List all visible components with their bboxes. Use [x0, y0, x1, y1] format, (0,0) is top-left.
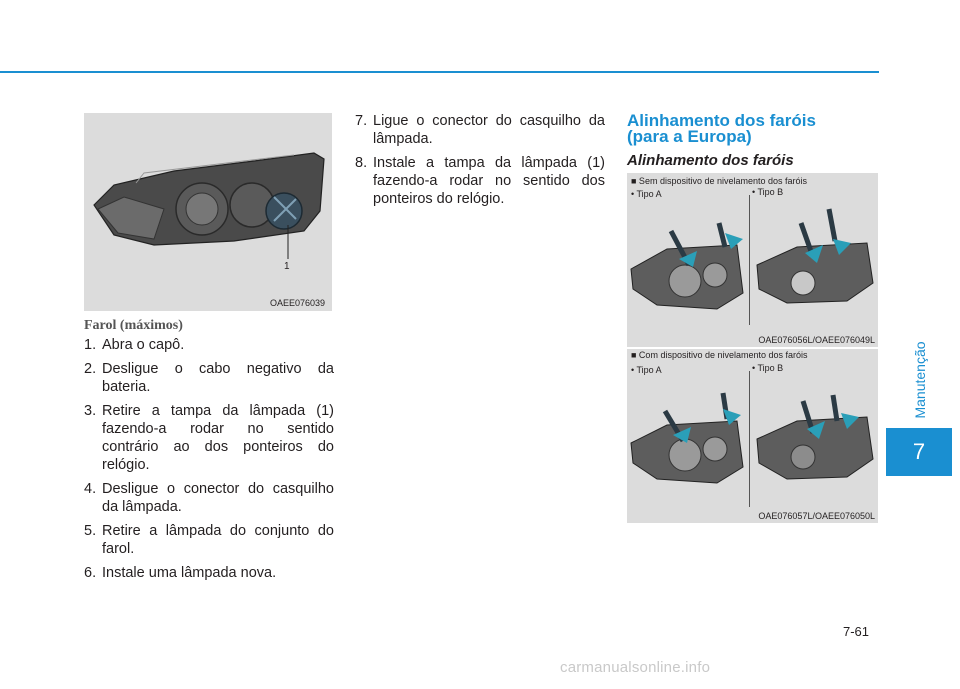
section-side-label: Manutenção	[912, 341, 928, 419]
diagram-code: OAE076057L/OAEE076050L	[758, 511, 875, 521]
list-item: 2. Desligue o cabo negativo da bateria.	[84, 361, 334, 395]
photo-code: OAEE076039	[270, 298, 326, 308]
type-b-label: • Tipo B	[752, 187, 784, 197]
page-number: 7-61	[843, 624, 870, 639]
top-rule	[0, 71, 879, 73]
diagram-without-leveling	[627, 173, 878, 347]
type-a-label: • Tipo A	[631, 365, 662, 375]
list-item: 5. Retire a lâmpada do conjunto do farol.	[84, 523, 334, 557]
list-item: 1. Abra o capô.	[84, 337, 185, 353]
chapter-tab[interactable]: 7	[886, 428, 952, 476]
section-title: Farol (máximos)	[84, 318, 183, 333]
heading-alignment-region: (para a Europa)	[627, 127, 752, 146]
headlamp-illustration	[84, 113, 332, 311]
diagram-title: ■ Com dispositivo de nivelamento dos faróis	[631, 350, 808, 360]
type-a-label: • Tipo A	[631, 189, 662, 199]
left-steps-list	[84, 336, 334, 588]
diagram-with-leveling	[627, 349, 878, 523]
watermark: carmanualsonline.info	[560, 659, 711, 676]
alignment-illustration	[627, 173, 878, 347]
subheading-alignment: Alinhamento dos faróis	[627, 152, 794, 169]
heading-alignment: Alinhamento dos faróis	[627, 111, 816, 130]
list-item: 6. Instale uma lâmpada nova.	[84, 565, 277, 581]
headlamp-photo	[84, 113, 332, 311]
diagram-code: OAE076056L/OAEE076049L	[758, 335, 875, 345]
alignment-illustration	[627, 349, 878, 523]
list-item: 4. Desligue o conector do casquilho da lâmpada.	[84, 481, 334, 515]
callout-number: 1	[284, 261, 290, 272]
middle-steps-list	[355, 112, 605, 214]
list-item: 7. Ligue o conector do casquilho da lâmpada.	[355, 113, 605, 147]
diagram-title: ■ Sem dispositivo de nivelamento dos faróis	[631, 176, 808, 186]
type-b-label: • Tipo B	[752, 363, 784, 373]
list-item: 3. Retire a tampa da lâmpada (1) fazendo-a rodar no sentido contrário ao dos ponteiros do relógio.	[84, 403, 334, 473]
list-item: 8. Instale a tampa da lâmpada (1) fazendo-a rodar no sentido dos ponteiros do relógio.	[355, 155, 605, 207]
